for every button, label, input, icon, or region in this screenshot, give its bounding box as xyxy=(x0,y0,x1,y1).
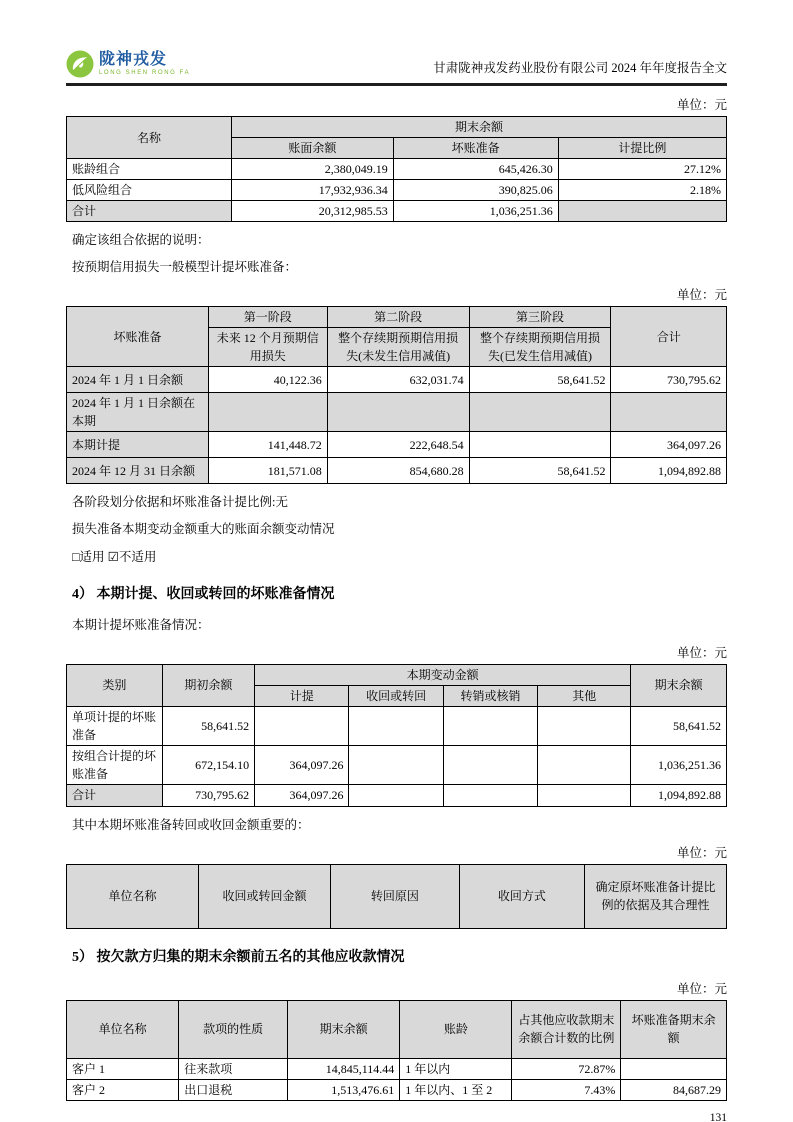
cell-stage2: 632,031.74 xyxy=(327,367,469,393)
row-label: 2024 年 1 月 1 日余额在本期 xyxy=(67,393,209,432)
top-five-receivables-table xyxy=(66,1000,727,1101)
col-header-writeoff: 转销或核销 xyxy=(443,685,537,706)
col-header-stage2: 第二阶段 xyxy=(327,307,469,328)
cell-bad-debt xyxy=(621,1058,727,1079)
unit-label: 单位：元 xyxy=(676,98,727,112)
row-label: 单项计提的坏账准备 xyxy=(67,706,163,745)
col-header-entity: 单位名称 xyxy=(67,864,199,928)
page-number: 131 xyxy=(709,1111,727,1122)
unit-label: 单位：元 xyxy=(676,645,727,660)
cell-recover xyxy=(349,784,443,806)
col-header-opening: 期初余额 xyxy=(162,664,254,706)
cell-stage3 xyxy=(469,393,611,432)
logo-en-name: LONG SHEN RONG FA xyxy=(99,70,191,76)
cell-balance: 20,312,985.53 xyxy=(232,201,394,222)
provision-movement-table xyxy=(66,664,727,807)
unit-label: 单位：元 xyxy=(676,288,727,303)
table-row xyxy=(67,393,727,432)
cell-stage3 xyxy=(469,432,611,458)
logo-text xyxy=(99,52,190,76)
cell-ratio: 27.12% xyxy=(558,159,726,180)
col-desc-stage1: 未来 12 个月预期信用损失 xyxy=(208,328,327,367)
cell-bad-debt: 1,036,251.36 xyxy=(393,201,558,222)
row-label: 2024 年 1 月 1 日余额 xyxy=(67,367,209,393)
cell-stage3: 58,641.52 xyxy=(469,458,611,484)
table-row xyxy=(67,1079,727,1100)
reversal-detail-table xyxy=(66,864,727,929)
col-header-basis: 确定原坏账准备计提比例的依据及其合理性 xyxy=(585,864,727,928)
col-header-reason: 转回原因 xyxy=(331,864,460,928)
table-row xyxy=(67,159,727,180)
table-row xyxy=(67,432,727,458)
cell-other xyxy=(538,784,631,806)
note-ecl-model: 按预期信用损失一般模型计提坏账准备： xyxy=(72,260,298,275)
col-desc-stage3: 整个存续期预期信用损失(已发生信用减值) xyxy=(469,328,611,367)
cell-closing: 1,094,892.88 xyxy=(631,784,727,806)
note-stage-basis: 各阶段划分依据和坏账准备计提比例:无 xyxy=(72,495,288,510)
col-header-bad-debt-provision: 坏账准备 xyxy=(67,307,209,367)
col-header-ending-balance: 期末余额 xyxy=(288,1000,400,1058)
table-row-total xyxy=(67,784,727,806)
row-label: 按组合计提的坏账准备 xyxy=(67,745,163,784)
cell-balance: 17,932,936.34 xyxy=(232,180,394,201)
col-header-accrual: 计提 xyxy=(255,685,349,706)
cell-bad-debt: 390,825.06 xyxy=(393,180,558,201)
cell-other xyxy=(538,706,631,745)
row-label: 低风险组合 xyxy=(67,180,232,201)
table-row xyxy=(67,745,727,784)
cell-entity: 客户 1 xyxy=(67,1058,179,1079)
col-header-stage3: 第三阶段 xyxy=(469,307,611,328)
cell-ratio: 7.43% xyxy=(512,1079,621,1100)
cell-aging: 1 年以内、1 至 2 xyxy=(400,1079,512,1100)
cell-bad-debt: 645,426.30 xyxy=(393,159,558,180)
row-label: 2024 年 12 月 31 日余额 xyxy=(67,458,209,484)
cell-accrual: 364,097.26 xyxy=(255,784,349,806)
cell-ratio xyxy=(558,201,726,222)
cell-opening: 730,795.62 xyxy=(162,784,254,806)
cell-closing: 1,036,251.36 xyxy=(631,745,727,784)
row-label: 账龄组合 xyxy=(67,159,232,180)
cell-opening: 58,641.52 xyxy=(162,706,254,745)
unit-label: 单位：元 xyxy=(676,845,727,860)
cell-stage2 xyxy=(327,393,469,432)
col-group-ending-balance: 期末余额 xyxy=(232,117,727,138)
section-heading-4: 4） 本期计提、收回或转回的坏账准备情况 xyxy=(72,586,335,602)
row-label-total: 合计 xyxy=(67,201,232,222)
cell-ratio: 2.18% xyxy=(558,180,726,201)
col-header-name: 名称 xyxy=(67,117,232,159)
cell-total: 364,097.26 xyxy=(611,432,727,458)
cell-stage2: 854,680.28 xyxy=(327,458,469,484)
cell-balance: 14,845,114.44 xyxy=(288,1058,400,1079)
note-current-provision: 本期计提坏账准备情况： xyxy=(72,617,210,632)
cell-total xyxy=(611,393,727,432)
col-header-closing: 期末余额 xyxy=(631,664,727,706)
cell-ratio: 72.87% xyxy=(512,1058,621,1079)
cell-writeoff xyxy=(443,745,537,784)
col-header-method: 收回方式 xyxy=(459,864,584,928)
cell-nature: 往来款项 xyxy=(179,1058,288,1079)
col-header-category: 类别 xyxy=(67,664,163,706)
cell-stage3: 58,641.52 xyxy=(469,367,611,393)
col-header-bad-debt-balance: 坏账准备期末余额 xyxy=(621,1000,727,1058)
cell-closing: 58,641.52 xyxy=(631,706,727,745)
portfolio-provision-table xyxy=(66,116,727,222)
cell-balance: 2,380,049.19 xyxy=(232,159,394,180)
company-logo xyxy=(66,50,190,78)
cell-recover xyxy=(349,706,443,745)
cell-total: 1,094,892.88 xyxy=(611,458,727,484)
page-content xyxy=(66,95,727,1122)
table-row xyxy=(67,367,727,393)
table-row xyxy=(67,1058,727,1079)
table-row xyxy=(67,706,727,745)
section-heading-5: 5） 按欠款方归集的期末余额前五名的其他应收款情况 xyxy=(72,949,405,965)
col-desc-stage2: 整个存续期预期信用损失(未发生信用减值) xyxy=(327,328,469,367)
document-title: 甘肃陇神戎发药业股份有限公司 2024 年年度报告全文 xyxy=(433,61,727,75)
table-row xyxy=(67,180,727,201)
ecl-stages-table xyxy=(66,306,727,484)
col-header-book-balance: 账面余额 xyxy=(232,138,394,159)
cell-stage2: 222,648.54 xyxy=(327,432,469,458)
cell-writeoff xyxy=(443,706,537,745)
logo-icon xyxy=(66,50,94,78)
col-header-other: 其他 xyxy=(538,685,631,706)
col-header-nature: 款项的性质 xyxy=(179,1000,288,1058)
table-row-total xyxy=(67,201,727,222)
logo-cn-name: 陇神戎发 xyxy=(99,51,168,68)
col-header-ratio: 计提比例 xyxy=(558,138,726,159)
col-group-current-change: 本期变动金额 xyxy=(255,664,631,685)
col-header-recover: 收回或转回 xyxy=(349,685,443,706)
table-row xyxy=(67,458,727,484)
cell-aging: 1 年以内 xyxy=(400,1058,512,1079)
col-header-stage1: 第一阶段 xyxy=(208,307,327,328)
col-header-bad-debt: 坏账准备 xyxy=(393,138,558,159)
cell-writeoff xyxy=(443,784,537,806)
cell-recover xyxy=(349,745,443,784)
cell-stage1: 181,571.08 xyxy=(208,458,327,484)
row-label: 本期计提 xyxy=(67,432,209,458)
col-header-amount: 收回或转回金额 xyxy=(199,864,331,928)
note-significant-change: 损失准备本期变动金额重大的账面余额变动情况 xyxy=(72,522,335,537)
cell-nature: 出口退税 xyxy=(179,1079,288,1100)
row-label-total: 合计 xyxy=(67,784,163,806)
cell-bad-debt: 84,687.29 xyxy=(621,1079,727,1100)
cell-opening: 672,154.10 xyxy=(162,745,254,784)
col-header-aging: 账龄 xyxy=(400,1000,512,1058)
cell-balance: 1,513,476.61 xyxy=(288,1079,400,1100)
cell-other xyxy=(538,745,631,784)
col-header-proportion: 占其他应收款期末余额合计数的比例 xyxy=(512,1000,621,1058)
cell-stage1: 40,122.36 xyxy=(208,367,327,393)
page-header xyxy=(66,0,727,86)
applicability-checkboxes: □适用 ☑不适用 xyxy=(72,549,157,564)
unit-label: 单位：元 xyxy=(676,981,727,996)
cell-stage1 xyxy=(208,393,327,432)
note-significant-reversal: 其中本期坏账准备转回或收回金额重要的： xyxy=(72,817,310,832)
cell-accrual xyxy=(255,706,349,745)
cell-total: 730,795.62 xyxy=(611,367,727,393)
note-basis-explanation: 确定该组合依据的说明： xyxy=(72,233,210,247)
cell-accrual: 364,097.26 xyxy=(255,745,349,784)
cell-entity: 客户 2 xyxy=(67,1079,179,1100)
col-header-total: 合计 xyxy=(611,307,727,367)
col-header-entity: 单位名称 xyxy=(67,1000,179,1058)
cell-stage1: 141,448.72 xyxy=(208,432,327,458)
